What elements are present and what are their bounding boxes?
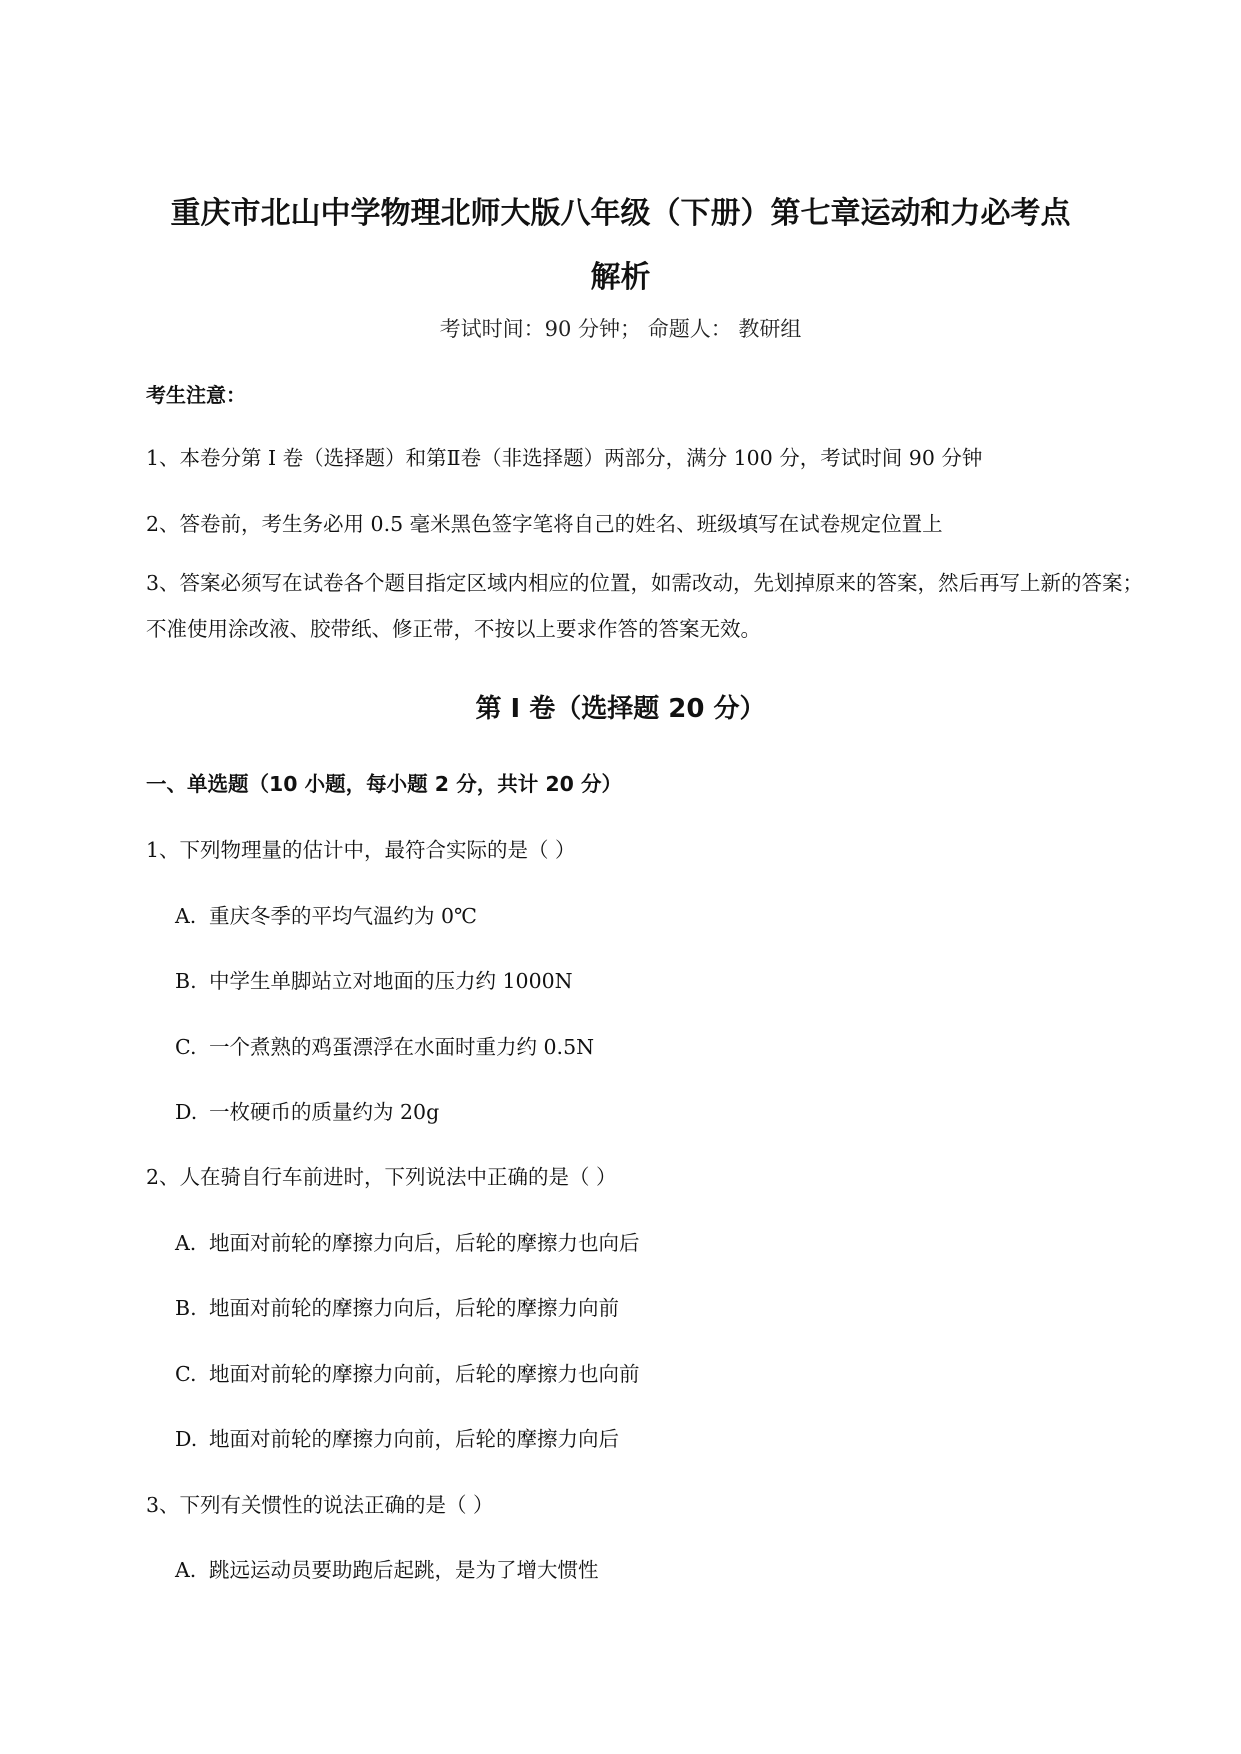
notice-heading: 考生注意： [146,383,246,407]
question-1-option-c [175,1030,594,1060]
option-letter: C. [175,1362,197,1386]
question-1-stem: 1、下列物理量的估计中，最符合实际的是（ ） [146,838,576,862]
option-text: 地面对前轮的摩擦力向后，后轮的摩擦力也向后 [209,1231,640,1255]
question-group-title: 一、单选题（10 小题，每小题 2 分，共计 20 分） [146,772,623,796]
option-letter: D. [175,1100,198,1124]
option-letter: B. [175,969,197,993]
option-text: 中学生单脚站立对地面的压力约 1000N [209,969,573,993]
option-letter: A. [175,904,197,928]
option-letter: A. [175,1558,197,1582]
option-text: 地面对前轮的摩擦力向前，后轮的摩擦力也向前 [209,1362,640,1386]
option-letter: B. [175,1296,197,1320]
question-2-option-c [175,1357,640,1387]
option-letter: A. [175,1231,197,1255]
question-2-stem: 2、人在骑自行车前进时，下列说法中正确的是（ ） [146,1165,617,1189]
notice-item-2: 2、答卷前，考生务必用 0.5 毫米黑色签字笔将自己的姓名、班级填写在试卷规定位置上 [146,512,943,536]
option-text: 跳远运动员要助跑后起跳，是为了增大惯性 [209,1558,599,1582]
option-text: 重庆冬季的平均气温约为 0℃ [209,904,477,928]
question-1-option-b [175,964,573,994]
option-text: 一枚硬币的质量约为 20g [209,1100,440,1124]
exam-info: 考试时间：90 分钟； 命题人： 教研组 [439,317,802,341]
question-3-stem: 3、下列有关惯性的说法正确的是（ ） [146,1493,494,1517]
question-2-option-a [175,1226,640,1256]
question-2-option-b [175,1291,619,1321]
page-title-line2: 解析 [590,260,651,295]
option-text: 地面对前轮的摩擦力向前，后轮的摩擦力向后 [209,1427,619,1451]
notice-item-3: 3、答案必须写在试卷各个题目指定区域内相应的位置，如需改动，先划掉原来的答案，然后再写上新的答案；不准使用涂改液、胶带纸、修正带，不按以上要求作答的答案无效。 [146,571,1144,641]
option-text: 一个煮熟的鸡蛋漂浮在水面时重力约 0.5N [209,1035,595,1059]
option-letter: D. [175,1427,198,1451]
question-1-option-d [175,1095,439,1125]
option-text: 地面对前轮的摩擦力向后，后轮的摩擦力向前 [209,1296,619,1320]
page-title-line1: 重庆市北山中学物理北师大版八年级（下册）第七章运动和力必考点 [170,196,1071,231]
question-2-option-d [175,1422,619,1452]
notice-item-1: 1、本卷分第 I 卷（选择题）和第Ⅱ卷（非选择题）两部分，满分 100 分，考试时间 90 分钟 [146,446,983,470]
section-title: 第 I 卷（选择题 20 分） [475,694,766,724]
option-letter: C. [175,1035,197,1059]
question-1-option-a [175,899,477,929]
question-3-option-a [175,1553,599,1583]
